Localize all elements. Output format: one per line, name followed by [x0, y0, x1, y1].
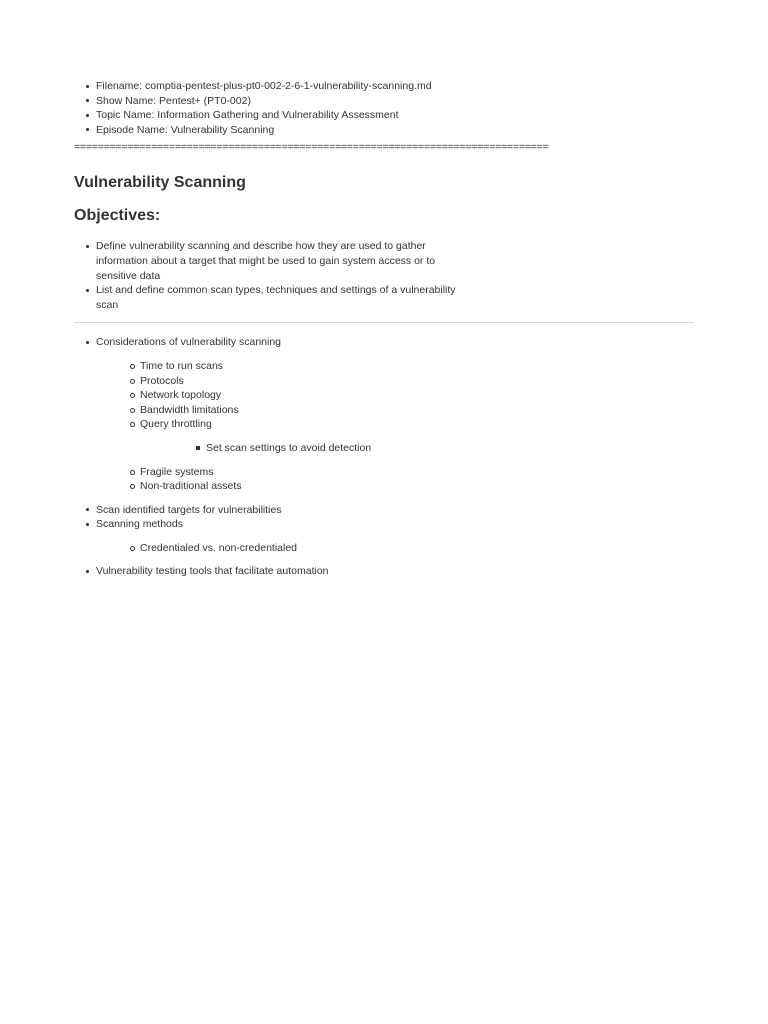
- list-item: [74, 239, 694, 283]
- list-item: [96, 417, 694, 455]
- list-item-text: Vulnerability testing tools that facilitate automation: [96, 565, 329, 578]
- list-item: [96, 479, 694, 494]
- list-item: [96, 388, 694, 403]
- metadata-list: [74, 79, 694, 137]
- objectives-list: [74, 239, 694, 312]
- list-item-text: Query throttling: [140, 418, 212, 431]
- list-item-text: Considerations of vulnerability scanning: [96, 336, 282, 349]
- list-item: [74, 503, 694, 518]
- list-item-text: Set scan settings to avoid detection: [206, 441, 372, 454]
- list-item-text: Scanning methods: [96, 518, 183, 531]
- sub-list: [96, 359, 694, 494]
- page-title: Vulnerability Scanning: [74, 174, 246, 192]
- list-item: [74, 108, 694, 123]
- list-item-text: Non-traditional assets: [140, 480, 242, 493]
- list-item-text: Time to run scans: [140, 359, 224, 372]
- list-item: [140, 441, 694, 456]
- list-item-text: Protocols: [140, 374, 184, 387]
- list-item: [96, 359, 694, 374]
- sub-list: [96, 541, 694, 556]
- list-item: [74, 283, 694, 312]
- list-item: [74, 79, 694, 94]
- list-item-text: Credentialed vs. non-credentialed: [140, 541, 298, 554]
- objectives-heading: Objectives:: [74, 207, 161, 225]
- list-item-text: Filename: comptia-pentest-plus-pt0-002-2-6-1-vulnerability-scanning.md: [96, 80, 432, 92]
- list-item: [74, 335, 694, 493]
- list-item-text: Define vulnerability scanning and describe how they are used to gather information about a target that might be used to gain system access or to sensitive data: [96, 239, 456, 283]
- divider: [74, 322, 694, 323]
- content-list: [74, 335, 694, 579]
- list-item-text: Fragile systems: [140, 465, 214, 478]
- list-item-text: Network topology: [140, 389, 222, 402]
- list-item-text: List and define common scan types, techniques and settings of a vulnerability scan: [96, 283, 476, 312]
- list-item-text: Episode Name: Vulnerability Scanning: [96, 123, 275, 136]
- list-item: [96, 403, 694, 418]
- list-item: [96, 541, 694, 556]
- sub-sub-list: [140, 441, 694, 456]
- list-item-text: Bandwidth limitations: [140, 403, 239, 416]
- separator-line: ================================================================================: [74, 141, 549, 154]
- list-item-text: Topic Name: Information Gathering and Vulnerability Assessment: [96, 109, 399, 122]
- list-item: [96, 374, 694, 389]
- list-item-text: Show Name: Pentest+ (PT0-002): [96, 94, 251, 107]
- list-item: [96, 465, 694, 480]
- list-item-text: Scan identified targets for vulnerabilities: [96, 503, 282, 516]
- list-item: [74, 123, 694, 138]
- list-item: [74, 564, 694, 579]
- document-page: [74, 79, 694, 579]
- list-item: [74, 94, 694, 109]
- list-item: [74, 517, 694, 555]
